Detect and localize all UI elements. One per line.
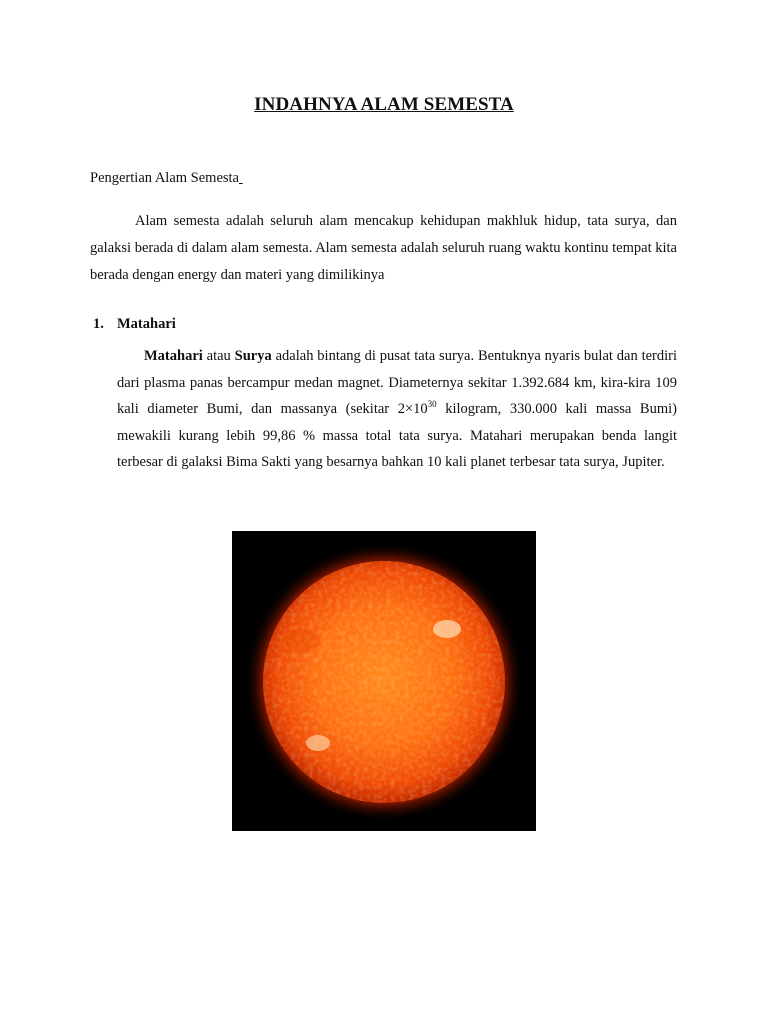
sun-dark-region <box>284 629 320 653</box>
document-title: INDAHNYA ALAM SEMESTA <box>254 94 514 115</box>
term-surya: Surya <box>234 348 272 364</box>
subheading-underline <box>239 170 243 186</box>
intro-paragraph: Alam semesta adalah seluruh alam mencakup kehidupan makhluk hidup, tata surya, dan galaksi berada di dalam alam semesta. Alam semesta adalah seluruh ruang waktu kontinu tempat kita berada dengan energy dan materi yang dimilikinya <box>90 213 677 283</box>
sun-texture <box>263 561 505 803</box>
para-text-2: adalah bintang di pusat tata surya. Bentuknya nyaris bulat dan terdiri dari plasma panas bercampur medan magnet. Diameternya sekitar 1.392.684 km, kira-kira 109 kali diameter Bumi, dan massanya (sekitar 2×10 <box>117 348 677 418</box>
subheading-text: Pengertian Alam Semesta <box>90 170 239 186</box>
exponent: 30 <box>427 399 437 410</box>
sun-bright-region <box>433 620 461 638</box>
section-paragraph <box>117 343 677 476</box>
para-text-3: kilogram, 330.000 kali massa Bumi) mewakili kurang lebih 99,86 % massa total tata surya. Matahari merupakan benda langit terbesar di galaksi Bima Sakti yang besarnya bahkan 10 kali planet terbesar tata surya, Jupiter. <box>117 401 677 471</box>
para-text-1: atau <box>202 348 235 364</box>
sun-image <box>232 531 536 831</box>
section-title: Matahari <box>117 316 176 332</box>
subheading <box>90 170 243 187</box>
term-matahari: Matahari <box>144 348 203 364</box>
list-number: 1. <box>93 316 104 332</box>
sun-bright-region-2 <box>306 735 330 751</box>
sun-graphic <box>232 531 536 831</box>
